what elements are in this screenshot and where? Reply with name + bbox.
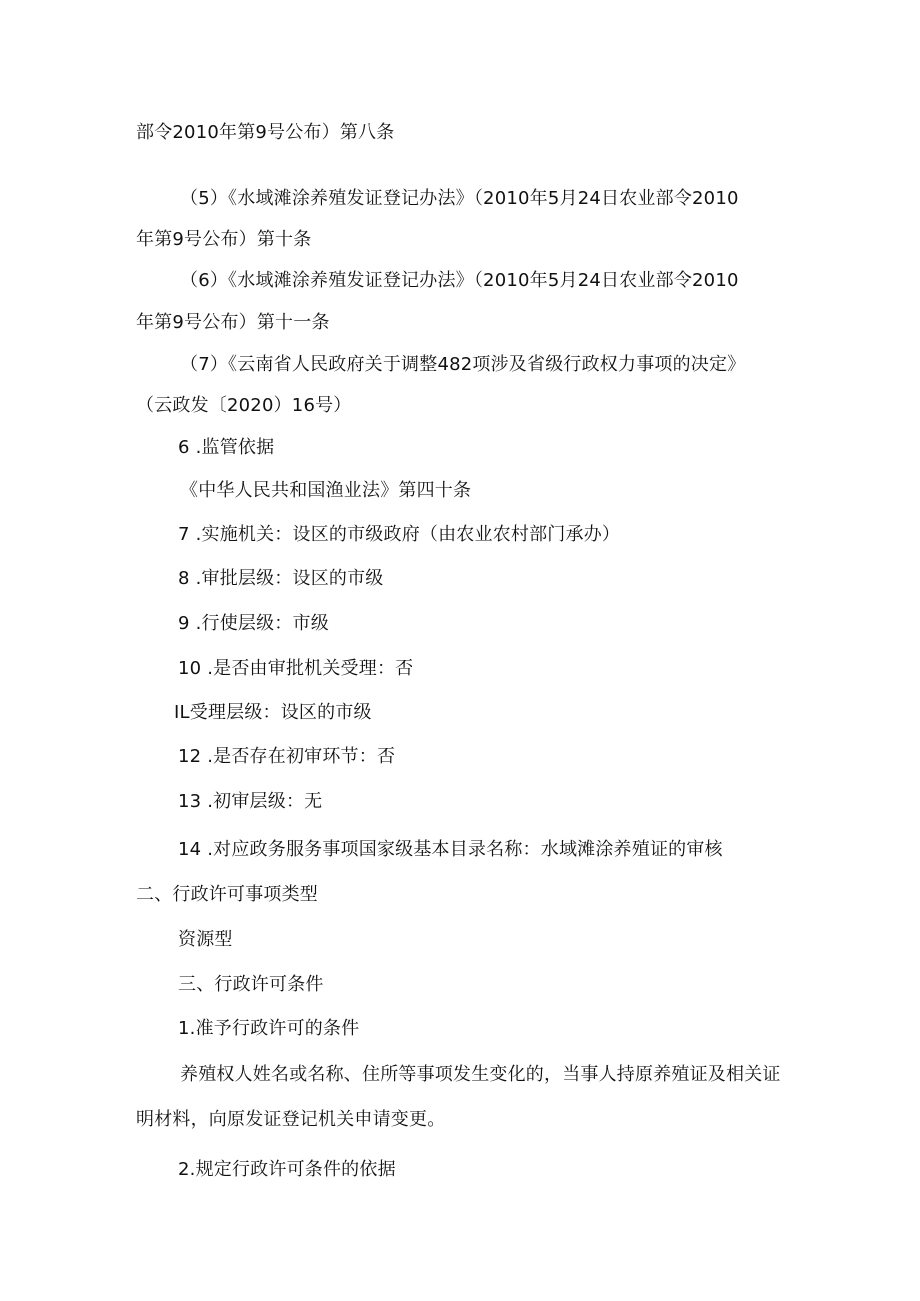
text-line: 年第9号公布）第十一条	[136, 312, 330, 333]
text-line: 年第9号公布）第十条	[136, 229, 312, 250]
chapter-heading: 二、行政许可事项类型	[136, 884, 318, 905]
text-line: 部令2010年第9号公布）第八条	[136, 122, 395, 143]
text-line: 《中华人民共和国渔业法》第四十条	[180, 480, 472, 501]
text-line: （7）《云南省人民政府关于调整482项涉及省级行政权力事项的决定》	[180, 354, 746, 375]
section-heading: 14 .对应政务服务事项国家级基本目录名称：水域滩涂养殖证的审核	[178, 839, 723, 860]
text-line: 明材料，向原发证登记机关申请变更。	[136, 1109, 446, 1130]
text-line: 养殖权人姓名或名称、住所等事项发生变化的，当事人持原养殖证及相关证	[180, 1064, 781, 1085]
section-heading: 13 .初审层级：无	[178, 791, 323, 812]
section-heading: 12 .是否存在初审环节：否	[178, 746, 396, 767]
subsection-heading: 1.准予行政许可的条件	[178, 1018, 360, 1039]
section-heading: 9 .行使层级：市级	[178, 613, 329, 634]
section-heading: 10 .是否由审批机关受理：否	[178, 658, 414, 679]
section-heading: IL受理层级：设区的市级	[174, 702, 372, 723]
text-line: （云政发〔2020）16号）	[136, 395, 352, 416]
text-line: （6）《水域滩涂养殖发证登记办法》（2010年5月24日农业部令2010	[180, 270, 739, 291]
section-heading: 7 .实施机关：设区的市级政府（由农业农村部门承办）	[178, 524, 621, 545]
text-line: （5）《水域滩涂养殖发证登记办法》（2010年5月24日农业部令2010	[180, 188, 739, 209]
section-heading: 8 .审批层级：设区的市级	[178, 568, 384, 589]
text-line: 资源型	[178, 929, 233, 950]
section-heading: 6 .监管依据	[178, 437, 275, 458]
chapter-heading: 三、行政许可条件	[178, 974, 324, 995]
subsection-heading: 2.规定行政许可条件的依据	[178, 1159, 396, 1180]
